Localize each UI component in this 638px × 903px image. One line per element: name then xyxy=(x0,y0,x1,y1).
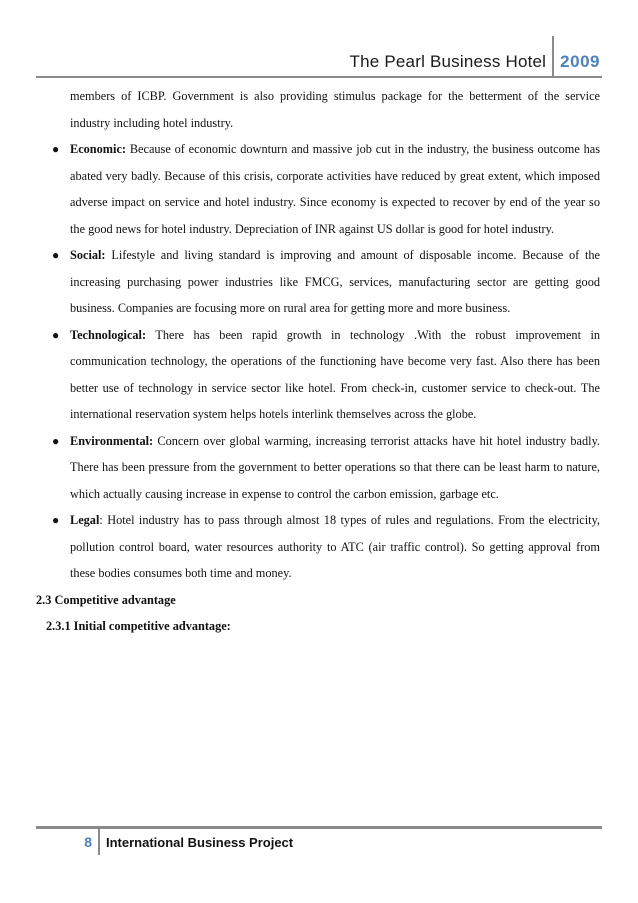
bullet-environmental xyxy=(52,428,600,508)
bullet-dot-icon: ● xyxy=(52,327,60,342)
bullet-dot-icon: ● xyxy=(52,142,60,156)
bullet-dot-icon: ● xyxy=(52,248,60,262)
section-heading: 2.3 Competitive advantage xyxy=(36,592,176,607)
bullet-label: Economic: xyxy=(70,142,127,156)
bullet-label: Legal xyxy=(70,513,100,527)
header-title: The Pearl Business Hotel xyxy=(349,52,547,71)
subsection-heading: 2.3.1 Initial competitive advantage: xyxy=(46,619,231,633)
bullet-label: Technological: xyxy=(70,327,147,342)
header-rule xyxy=(36,76,602,78)
bullet-dot-icon: ● xyxy=(52,433,60,448)
bullet-text: Lifestyle and living standard is improving and amount of disposable income. Because of the increasing purchasing power industries like FMCG, services, manufacturing sector are getting good business. Companies are focusing more on rural area for getting more and more business. xyxy=(70,248,600,315)
bullet-text: Concern over global warming, increasing terrorist attacks have hit hotel industry badly. There has been pressure from the government to better operations so that there can be least harm to nature, which actually causing increase in expense to control the carbon emission, garbage etc. xyxy=(70,433,600,501)
bullet-text: There has been rapid growth in technology .With the robust improvement in communication technology, the operations of the functioning have become very fast. Also there has been better use of technology in service sector like hotel. From check-in, customer service to check-out. The international reservation system helps hotels interlink themselves across the globe. xyxy=(70,327,601,421)
bullet-label: Social: xyxy=(70,248,106,262)
bullet-dot-icon: ● xyxy=(52,513,60,527)
bullet-legal xyxy=(52,507,600,587)
bullet-label: Environmental: xyxy=(70,433,154,448)
page-footer xyxy=(36,829,293,855)
footer-title: International Business Project xyxy=(106,834,294,850)
page-number: 8 xyxy=(84,834,92,850)
bullet-technological xyxy=(52,322,601,428)
intro-paragraph: members of ICBP. Government is also providing stimulus package for the betterment of the service industry including hotel industry. xyxy=(70,89,600,130)
bullet-economic xyxy=(52,136,600,242)
header-year: 2009 xyxy=(560,52,600,71)
document-body xyxy=(0,83,638,640)
bullet-text: : Hotel industry has to pass through almost 18 types of rules and regulations. From the electricity, pollution control board, water resources authority to ATC (air traffic control). So getting approval from these bodies consumes both time and money. xyxy=(70,513,600,580)
bullet-text: Because of economic downturn and massive job cut in the industry, the business outcome has abated very badly. Because of this crisis, corporate activities have reduced by great extent, which imposed adverse impact on service and hotel industry. Since economy is expected to recover by end of the year so the good news for hotel industry. Depreciation of INR against US dollar is good for hotel industry. xyxy=(70,142,600,236)
page-header xyxy=(350,36,600,76)
bullet-social xyxy=(52,242,600,322)
